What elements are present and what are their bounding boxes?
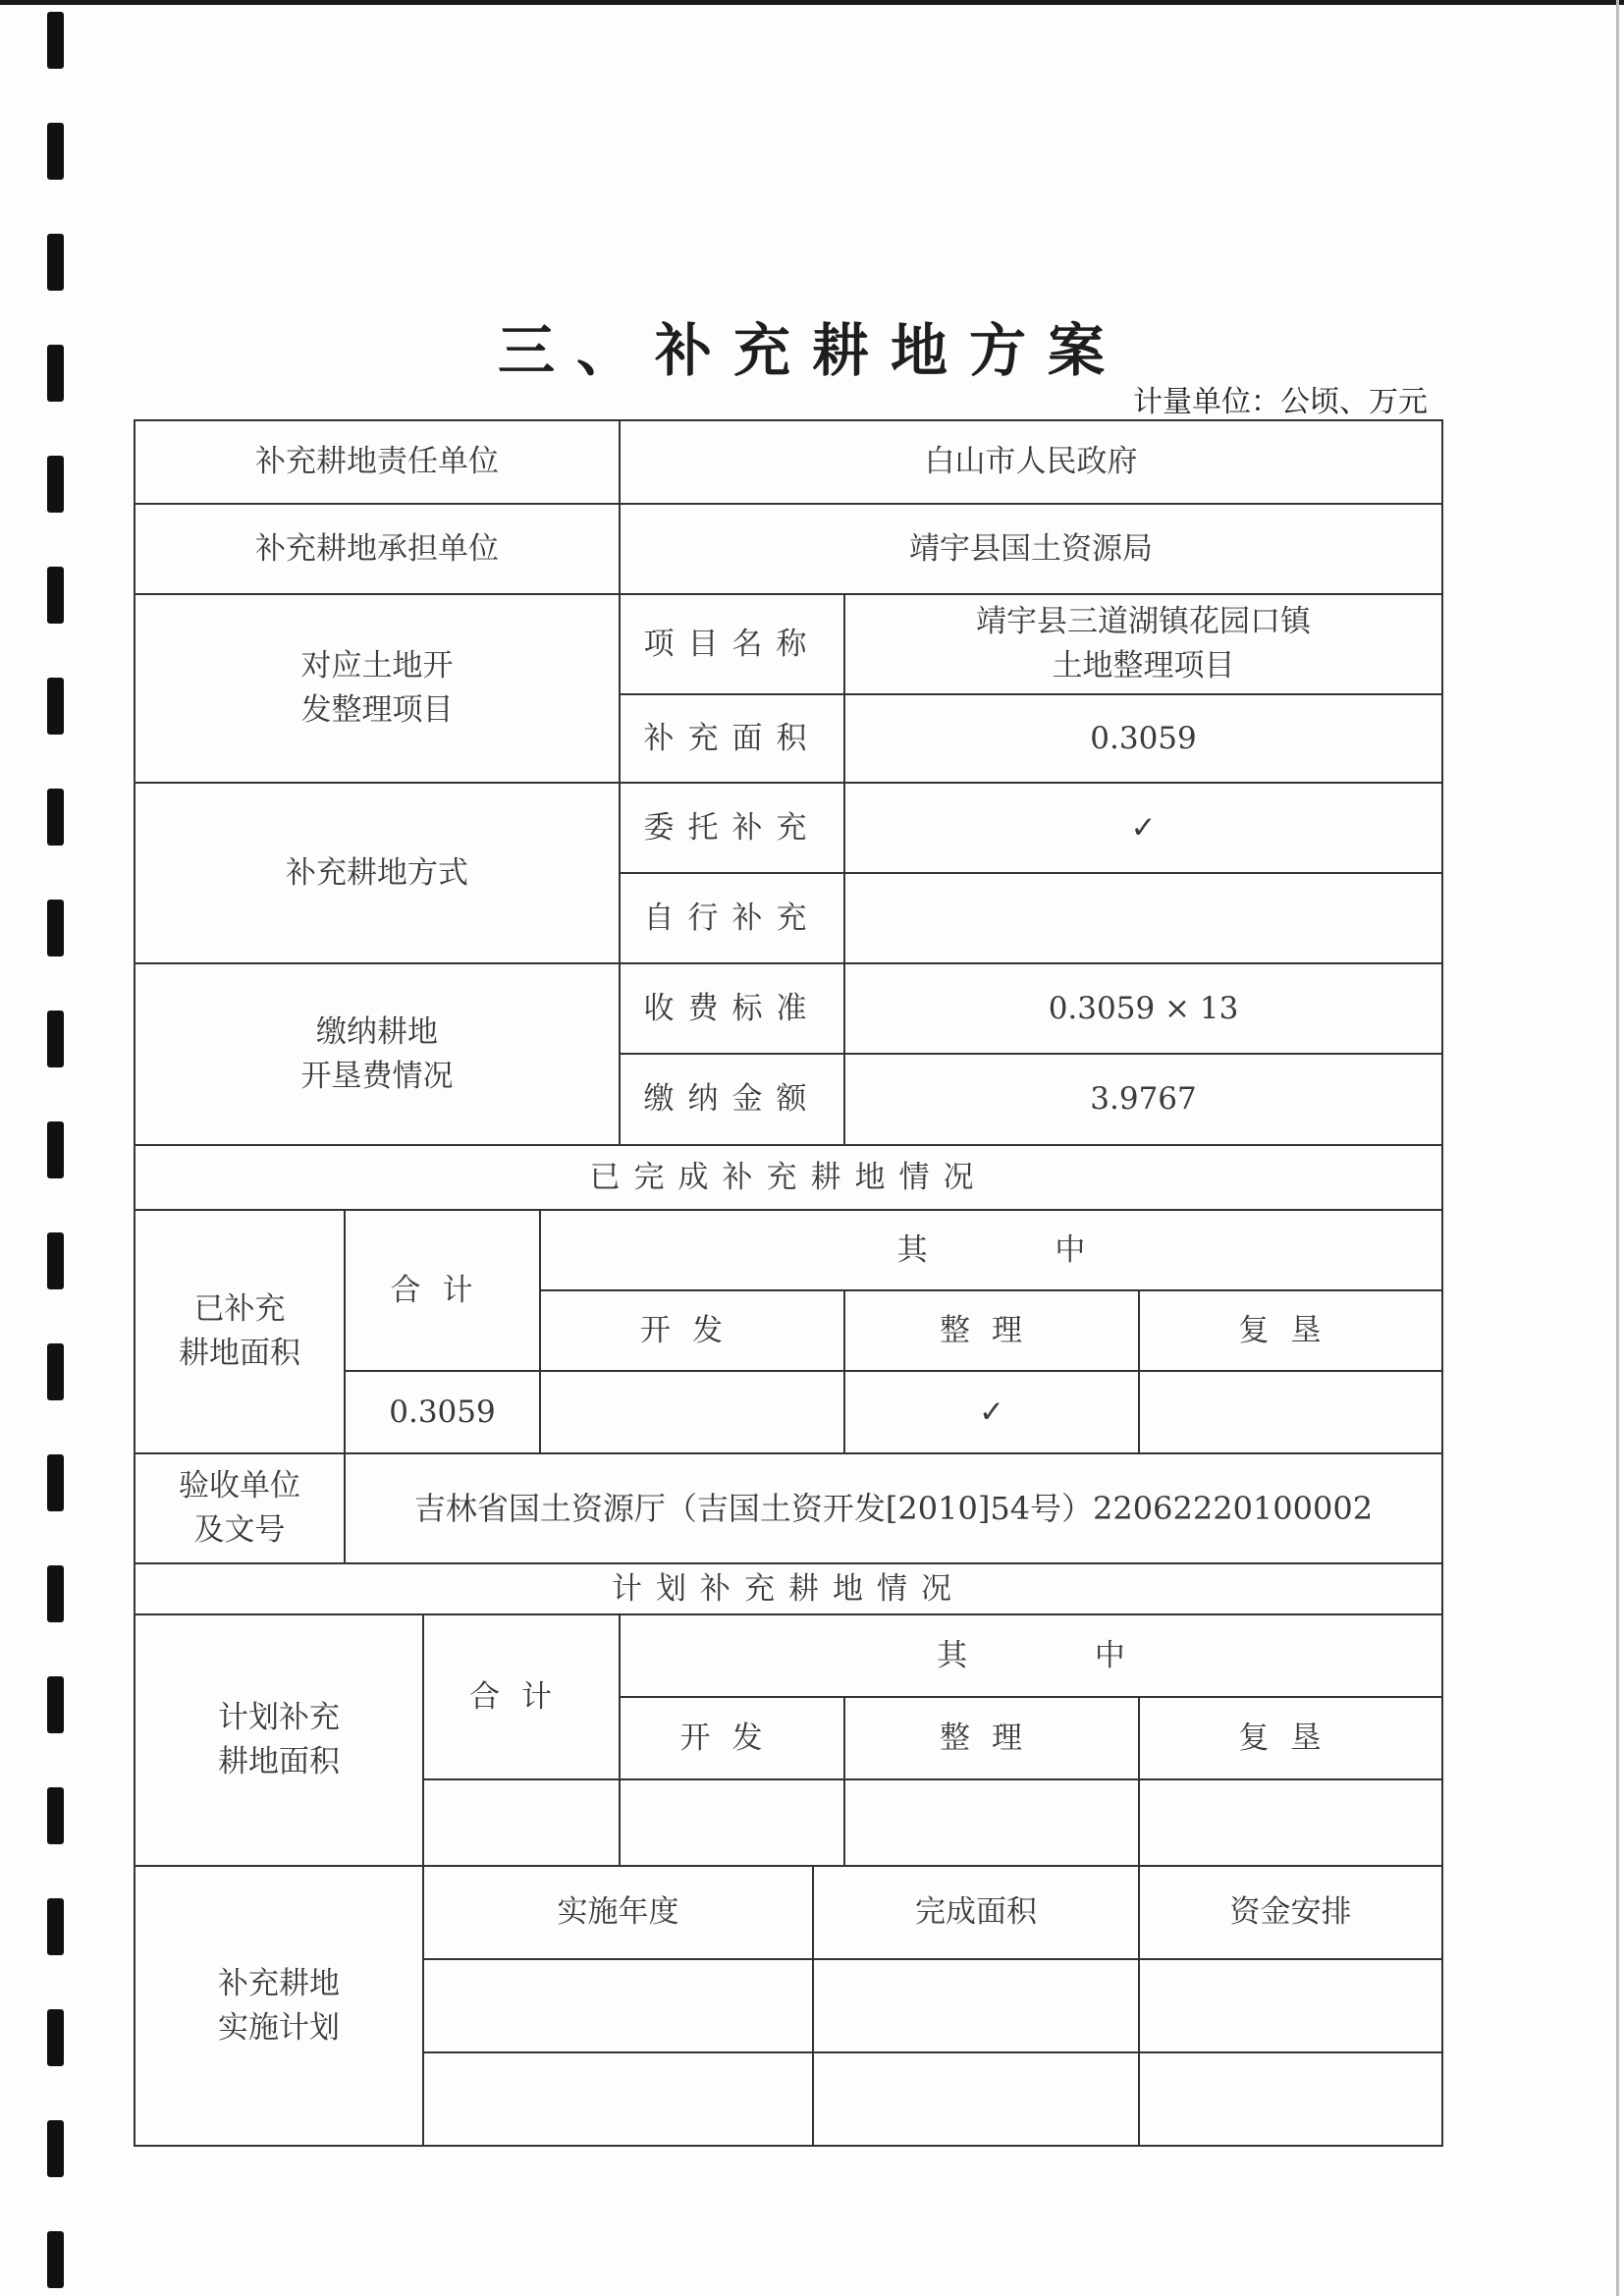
- acceptance-label: [135, 1453, 345, 1563]
- planned-develop-label: 开发: [620, 1697, 844, 1779]
- binding-hole: [47, 789, 64, 846]
- binding-hole: [47, 234, 64, 291]
- planned-section-title: 计划补充耕地情况: [135, 1563, 1442, 1614]
- planned-consolidate-label: 整理: [844, 1697, 1139, 1779]
- implementation-year-cell: [423, 1959, 813, 2052]
- completed-develop-value: [540, 1371, 844, 1453]
- completed-reclaim-label: 复垦: [1139, 1290, 1442, 1371]
- supplement-area-value: 0.3059: [844, 694, 1442, 783]
- planned-total-label: 合计: [423, 1614, 620, 1779]
- completed-area-label-line1: 已补充: [193, 1291, 286, 1328]
- completed-consolidate-label: 整理: [844, 1290, 1139, 1371]
- scan-top-edge: [0, 0, 1624, 5]
- completed-develop-label: 开发: [540, 1290, 844, 1371]
- planned-total-value: [423, 1779, 620, 1866]
- completed-total-value: 0.3059: [345, 1371, 540, 1453]
- implementation-label: [135, 1866, 423, 2146]
- planned-develop-value: [620, 1779, 844, 1866]
- fee-standard-value: 0.3059 × 13: [844, 963, 1442, 1054]
- implementation-fund-cell: [1139, 2052, 1442, 2146]
- entrust-supplement-label: 委托补充: [620, 783, 844, 873]
- planned-area-label-line1: 计划补充: [218, 1700, 340, 1736]
- page-title: 三、补充耕地方案: [497, 317, 1126, 384]
- implementation-label-line2: 实施计划: [218, 2009, 340, 2046]
- self-supplement-label: 自行补充: [620, 873, 844, 963]
- planned-consolidate-value: [844, 1779, 1139, 1866]
- fee-amount-label: 缴纳金额: [620, 1054, 844, 1145]
- binding-hole: [47, 12, 64, 69]
- binding-hole: [47, 1232, 64, 1289]
- project-label: [135, 594, 620, 783]
- binding-hole: [47, 1343, 64, 1400]
- farmland-supplement-form: [134, 419, 1443, 2147]
- planned-area-label-line2: 耕地面积: [218, 1744, 340, 1779]
- fee-label-line2: 开垦费情况: [300, 1058, 454, 1094]
- fee-standard-label: 收费标准: [620, 963, 844, 1054]
- responsible-unit-value: 白山市人民政府: [620, 420, 1442, 504]
- fee-label: [135, 963, 620, 1145]
- completed-reclaim-value: [1139, 1371, 1442, 1453]
- planned-area-label: [135, 1614, 423, 1866]
- binding-hole: [47, 1565, 64, 1622]
- fee-amount-value: 3.9767: [844, 1054, 1442, 1145]
- project-label-line1: 对应土地开: [300, 648, 454, 684]
- measurement-unit: 计量单位：公顷、万元: [1133, 385, 1428, 419]
- binding-hole: [47, 1787, 64, 1844]
- implementation-area-cell: [813, 1959, 1139, 2052]
- implementation-area-cell: [813, 2052, 1139, 2146]
- project-name-value: [844, 594, 1442, 694]
- completed-total-label: 合计: [345, 1210, 540, 1371]
- binding-hole: [47, 2009, 64, 2066]
- acceptance-value: 吉林省国土资源厅（吉国土资开发[2010]54号）22062220100002: [345, 1453, 1442, 1563]
- implementation-fund-cell: [1139, 1959, 1442, 2052]
- binding-hole: [47, 1898, 64, 1955]
- completed-section-title: 已完成补充耕地情况: [135, 1145, 1442, 1210]
- binding-hole: [47, 1676, 64, 1733]
- binding-hole: [47, 2120, 64, 2177]
- entrust-supplement-check: ✓: [844, 783, 1442, 873]
- undertaker-unit-label: 补充耕地承担单位: [135, 504, 620, 594]
- supplement-area-label: 补充面积: [620, 694, 844, 783]
- binding-hole: [47, 1121, 64, 1178]
- binding-hole: [47, 456, 64, 513]
- completed-of-which-label: 其 中: [540, 1210, 1442, 1290]
- acceptance-label-line1: 验收单位: [179, 1468, 300, 1504]
- completed-consolidate-check: ✓: [844, 1371, 1139, 1453]
- project-name-line1: 靖宇县三道湖镇花园口镇: [976, 604, 1311, 640]
- implementation-year-cell: [423, 2052, 813, 2146]
- binding-hole: [47, 567, 64, 624]
- planned-of-which-label: 其 中: [620, 1614, 1442, 1697]
- fee-label-line1: 缴纳耕地: [316, 1013, 438, 1050]
- project-label-line2: 发整理项目: [300, 692, 454, 728]
- binding-hole: [47, 900, 64, 957]
- planned-reclaim-value: [1139, 1779, 1442, 1866]
- self-supplement-check: [844, 873, 1442, 963]
- binding-hole: [47, 2231, 64, 2288]
- implementation-fund-header: 资金安排: [1139, 1866, 1442, 1959]
- completed-area-label: [135, 1210, 345, 1453]
- supplement-method-label: 补充耕地方式: [135, 783, 620, 963]
- binding-hole: [47, 678, 64, 735]
- binding-hole: [47, 123, 64, 180]
- implementation-area-header: 完成面积: [813, 1866, 1139, 1959]
- binding-hole: [47, 1011, 64, 1067]
- completed-area-label-line2: 耕地面积: [179, 1336, 300, 1371]
- planned-reclaim-label: 复垦: [1139, 1697, 1442, 1779]
- undertaker-unit-value: 靖宇县国土资源局: [620, 504, 1442, 594]
- project-name-line2: 土地整理项目: [1052, 648, 1235, 683]
- implementation-label-line1: 补充耕地: [218, 1965, 340, 2001]
- acceptance-label-line2: 及文号: [193, 1512, 286, 1548]
- binding-hole: [47, 1454, 64, 1511]
- implementation-year-header: 实施年度: [423, 1866, 813, 1959]
- responsible-unit-label: 补充耕地责任单位: [135, 420, 620, 504]
- project-name-label: 项目名称: [620, 594, 844, 694]
